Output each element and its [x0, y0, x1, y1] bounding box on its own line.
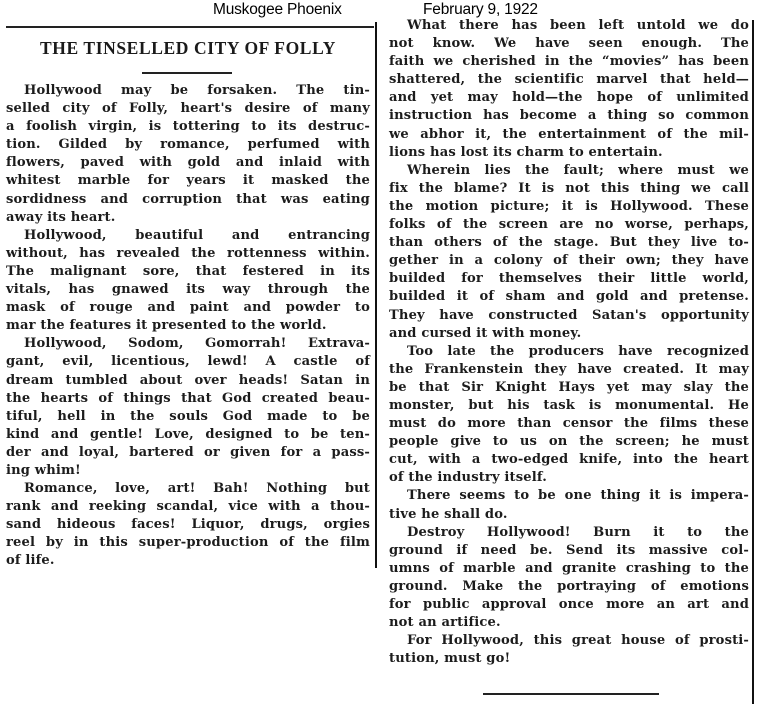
text-line: Romance, love, art! Bah! Nothing but: [24, 481, 370, 497]
paragraph: [6, 480, 370, 570]
text-line: of the industry itself.: [389, 470, 547, 486]
title-rule: [142, 72, 232, 74]
text-line: the Frankenstein they have created. It may: [389, 361, 749, 377]
paragraph: [389, 632, 749, 668]
text-line: For Hollywood, this great house of prosti-: [407, 633, 749, 649]
text-line: monster, but his task is monumental. He: [389, 397, 749, 413]
text-line: The malignant sore, that festered in its: [6, 263, 370, 279]
text-line: umns of marble and granite crashing to the: [389, 560, 749, 576]
text-line: der and loyal, bartered or given for a pass-: [6, 444, 370, 460]
text-line: dream tumbled about over heads! Satan in: [6, 372, 370, 388]
end-rule: [483, 693, 659, 695]
text-line: and cursed it with money.: [389, 325, 582, 341]
text-line: gether in a colony of their own; they have: [389, 253, 749, 269]
text-line: shattered, the scientific marvel that held—: [389, 72, 749, 88]
text-line: mar the features it presented to the world.: [6, 318, 327, 334]
column-divider: [375, 22, 377, 568]
text-line: tive he shall do.: [389, 506, 508, 522]
text-line: tiful, hell in the souls God made to be: [6, 408, 370, 424]
text-line: of life.: [6, 553, 55, 569]
paragraph: [389, 343, 749, 488]
left-column: [6, 82, 370, 571]
text-line: not an artifice.: [389, 615, 501, 631]
text-line: fix the blame? It is not this thing we call: [389, 180, 749, 196]
text-line: They have constructed Satan's opportunity: [389, 307, 749, 323]
top-rule: [6, 26, 374, 28]
paragraph: [389, 524, 749, 633]
text-line: the hearts of things that God created beau-: [6, 390, 370, 406]
text-line: instruction has become a thing so common: [389, 108, 749, 124]
text-line: folks of the screen are no worse, perhaps,: [389, 217, 749, 233]
text-line: faith we cherished in the “movies” has been: [389, 54, 749, 70]
text-line: There seems to be one thing it is impera-: [407, 488, 749, 504]
text-line: people give to us on the screen; he must: [389, 434, 749, 450]
text-line: What there has been left untold we do: [407, 18, 749, 33]
text-line: sordidness and corruption that was eating: [6, 191, 370, 207]
text-line: ground. Make the portraying of emotions: [389, 578, 749, 594]
text-line: ing whim!: [6, 462, 81, 478]
text-line: we abhor it, the entertainment of the mil-: [389, 126, 749, 142]
text-line: Too late the producers have recognized: [407, 343, 749, 359]
text-line: reel by in this super-production of the film: [6, 535, 370, 551]
paragraph: [389, 487, 749, 523]
text-line: without, has revealed the rottenness within.: [6, 245, 370, 261]
text-line: builded for themselves their little world,: [389, 271, 749, 287]
text-line: tution, must go!: [389, 651, 511, 667]
text-line: Hollywood, Sodom, Gomorrah! Extrava-: [24, 336, 370, 352]
paragraph: [6, 227, 370, 336]
text-line: lions has lost its charm to entertain.: [389, 144, 663, 160]
text-line: a foolish virgin, is tottering to its destruc-: [6, 119, 370, 135]
text-line: mask of rouge and paint and powder to: [6, 300, 370, 316]
text-line: than others of the stage. But they live to-: [389, 235, 749, 251]
text-line: Hollywood, beautiful and entrancing: [24, 227, 370, 243]
text-line: whitest marble for years it masked the: [6, 173, 370, 189]
text-line: Destroy Hollywood! Burn it to the: [407, 524, 749, 540]
right-border: [752, 20, 754, 704]
text-line: be that Sir Knight Hays yet may slay the: [389, 379, 749, 395]
paragraph: [389, 17, 749, 162]
text-line: must do more than censor the films these: [389, 416, 749, 432]
text-line: flowers, paved with gold and inlaid with: [6, 155, 370, 171]
text-line: gant, evil, licentious, lewd! A castle of: [6, 354, 370, 370]
paragraph: [389, 162, 749, 343]
text-line: cut, with a two-edged knife, into the heart: [389, 452, 749, 468]
text-line: and yet may hold—the hope of unlimited: [389, 90, 749, 106]
article-title: THE TINSELLED CITY OF FOLLY: [40, 38, 336, 58]
text-line: sand hideous faces! Liquor, drugs, orgies: [6, 517, 370, 533]
paragraph: [6, 335, 370, 480]
publication-date: February 9, 1922: [423, 1, 538, 18]
text-line: for public approval once more an art and: [389, 597, 749, 612]
right-column: [389, 17, 749, 668]
text-line: the motion picture; it is Hollywood. These: [389, 198, 749, 214]
text-line: Wherein lies the fault; where must we: [407, 162, 749, 178]
text-line: not know. We have seen enough. The: [389, 36, 749, 52]
text-line: tion. Gilded by romance, perfumed with: [6, 137, 370, 153]
paragraph: [6, 82, 370, 227]
text-line: ground if need be. Send its massive col-: [389, 542, 749, 558]
text-line: away its heart.: [6, 209, 116, 225]
text-line: selled city of Folly, heart's desire of many: [6, 101, 370, 117]
text-line: rank and reeking scandal, vice with a thou-: [6, 499, 370, 515]
text-line: kind and gentle! Love, designed to be ten-: [6, 426, 370, 442]
text-line: vitals, has gnawed its way through the: [6, 282, 370, 298]
text-line: builded it of sham and gold and pretense.: [389, 289, 749, 305]
text-line: Hollywood may be forsaken. The tin-: [24, 83, 370, 98]
publication-name: Muskogee Phoenix: [213, 1, 342, 18]
